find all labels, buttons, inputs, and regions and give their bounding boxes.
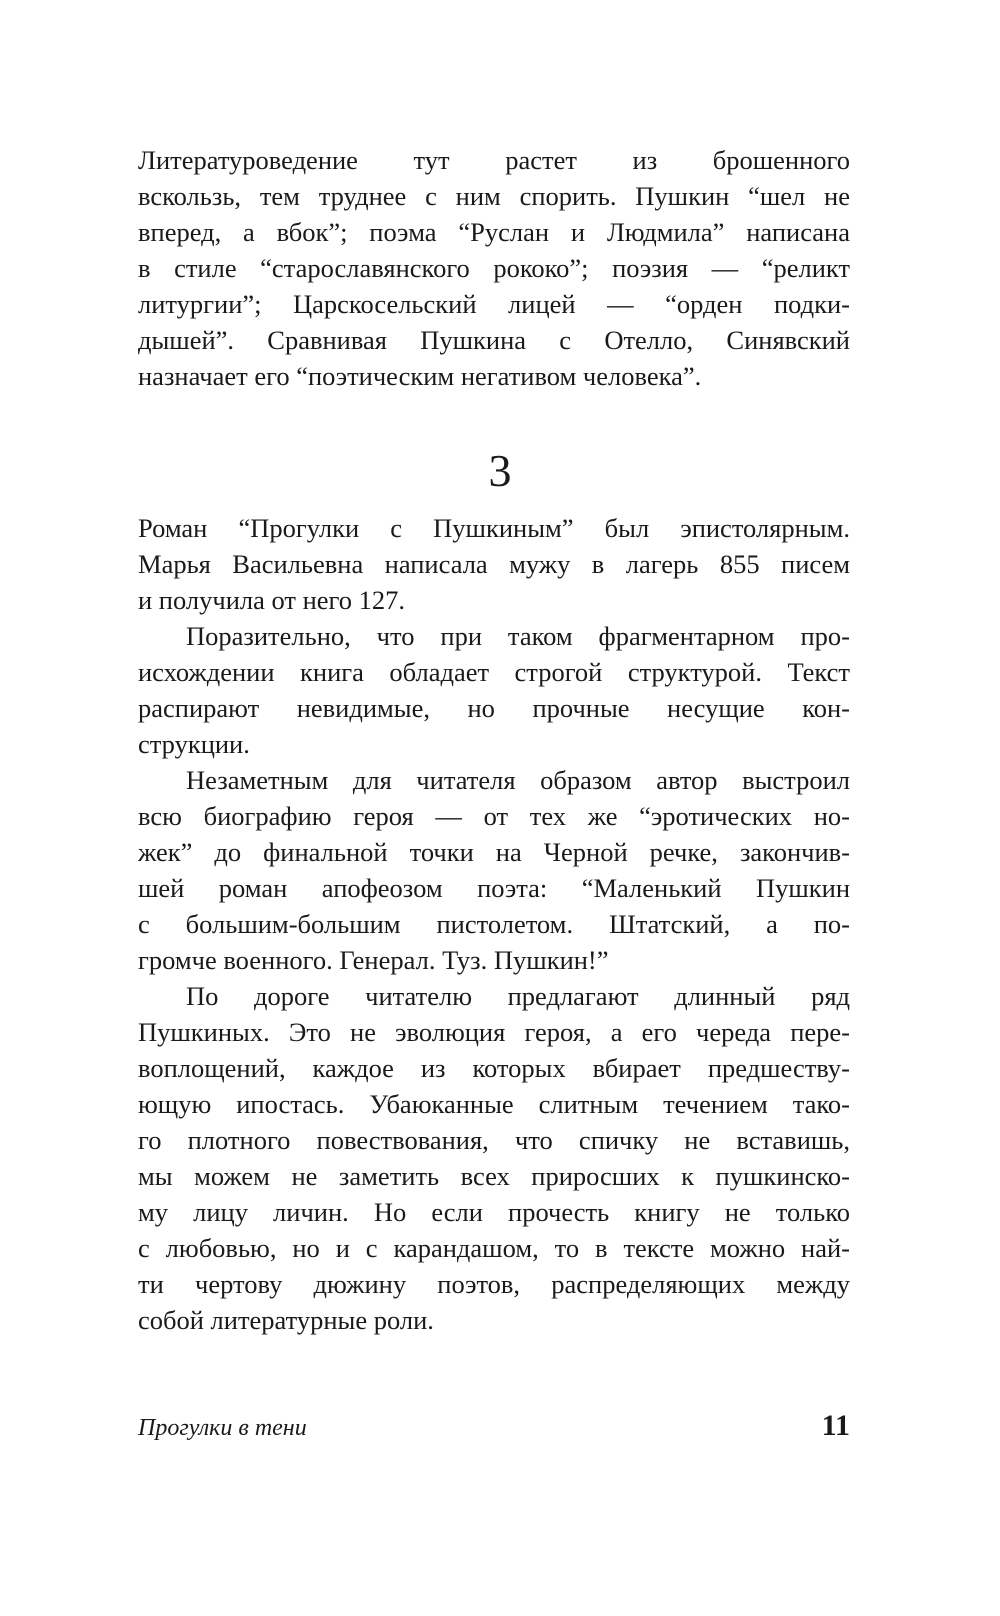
text-line: шей роман апофеозом поэта: “Маленький Пушкин bbox=[138, 873, 850, 903]
text-line: вперед, а вбок”; поэма “Руслан и Людмила” написана bbox=[138, 217, 850, 247]
text-line: мы можем не заметить всех приросших к пушкинско- bbox=[138, 1161, 850, 1191]
text-line: и получила от него 127. bbox=[138, 585, 405, 615]
text-line: с большим-большим пистолетом. Штатский, а по- bbox=[138, 909, 850, 939]
text-line: с любовью, но и с карандашом, то в тексте можно най- bbox=[138, 1233, 850, 1263]
text-line: Незаметным для читателя образом автор выстроил bbox=[186, 765, 850, 795]
text-line: ти чертову дюжину поэтов, распределяющих между bbox=[138, 1269, 850, 1299]
text-line: Роман “Прогулки с Пушкиным” был эпистолярным. bbox=[138, 513, 850, 543]
text-line: всю биографию героя — от тех же “эротических но- bbox=[138, 801, 850, 831]
text-line: распирают невидимые, но прочные несущие кон- bbox=[138, 693, 850, 723]
paragraph-4 bbox=[138, 978, 850, 1338]
text-line: струкции. bbox=[138, 729, 250, 759]
paragraph-2 bbox=[138, 618, 850, 762]
text-line: назначает его “поэтическим негативом человека”. bbox=[138, 361, 702, 391]
text-line: жек” до финальной точки на Черной речке, закончив- bbox=[138, 837, 850, 867]
paragraph-1 bbox=[138, 510, 850, 618]
top-paragraph bbox=[138, 142, 850, 394]
text-line: дышей”. Сравнивая Пушкина с Отелло, Синявский bbox=[138, 325, 850, 355]
running-title: Прогулки в тени bbox=[138, 1415, 307, 1441]
page-number: 11 bbox=[821, 1409, 850, 1442]
chapter-body bbox=[138, 510, 850, 1338]
text-line: воплощений, каждое из которых вбирает предшеству- bbox=[138, 1053, 850, 1083]
text-line: исхождении книга обладает строгой структурой. Текст bbox=[138, 657, 850, 687]
paragraph-3 bbox=[138, 762, 850, 978]
text-line: Пушкиных. Это не эволюция героя, а его череда пере- bbox=[138, 1017, 850, 1047]
text-line: ющую ипостась. Убаюканные слитным течением тако- bbox=[138, 1089, 850, 1119]
text-line: литургии”; Царскосельский лицей — “орден подки- bbox=[138, 289, 850, 319]
chapter-number: 3 bbox=[488, 445, 512, 496]
text-line: собой литературные роли. bbox=[138, 1305, 434, 1335]
text-line: Литературоведение тут растет из брошенного bbox=[138, 145, 850, 175]
text-line: го плотного повествования, что спичку не вставишь, bbox=[138, 1125, 850, 1155]
text-line: По дороге читателю предлагают длинный ряд bbox=[186, 981, 850, 1011]
text-line: Поразительно, что при таком фрагментарном про- bbox=[186, 621, 850, 651]
text-line: в стиле “старославянского рококо”; поэзия — “реликт bbox=[138, 253, 850, 283]
text-line: вскользь, тем труднее с ним спорить. Пушкин “шел не bbox=[138, 181, 850, 211]
text-line: му лицу личин. Но если прочесть книгу не только bbox=[138, 1197, 850, 1227]
text-line: Марья Васильевна написала мужу в лагерь 855 писем bbox=[138, 549, 850, 579]
text-line: громче военного. Генерал. Туз. Пушкин!” bbox=[138, 945, 609, 975]
